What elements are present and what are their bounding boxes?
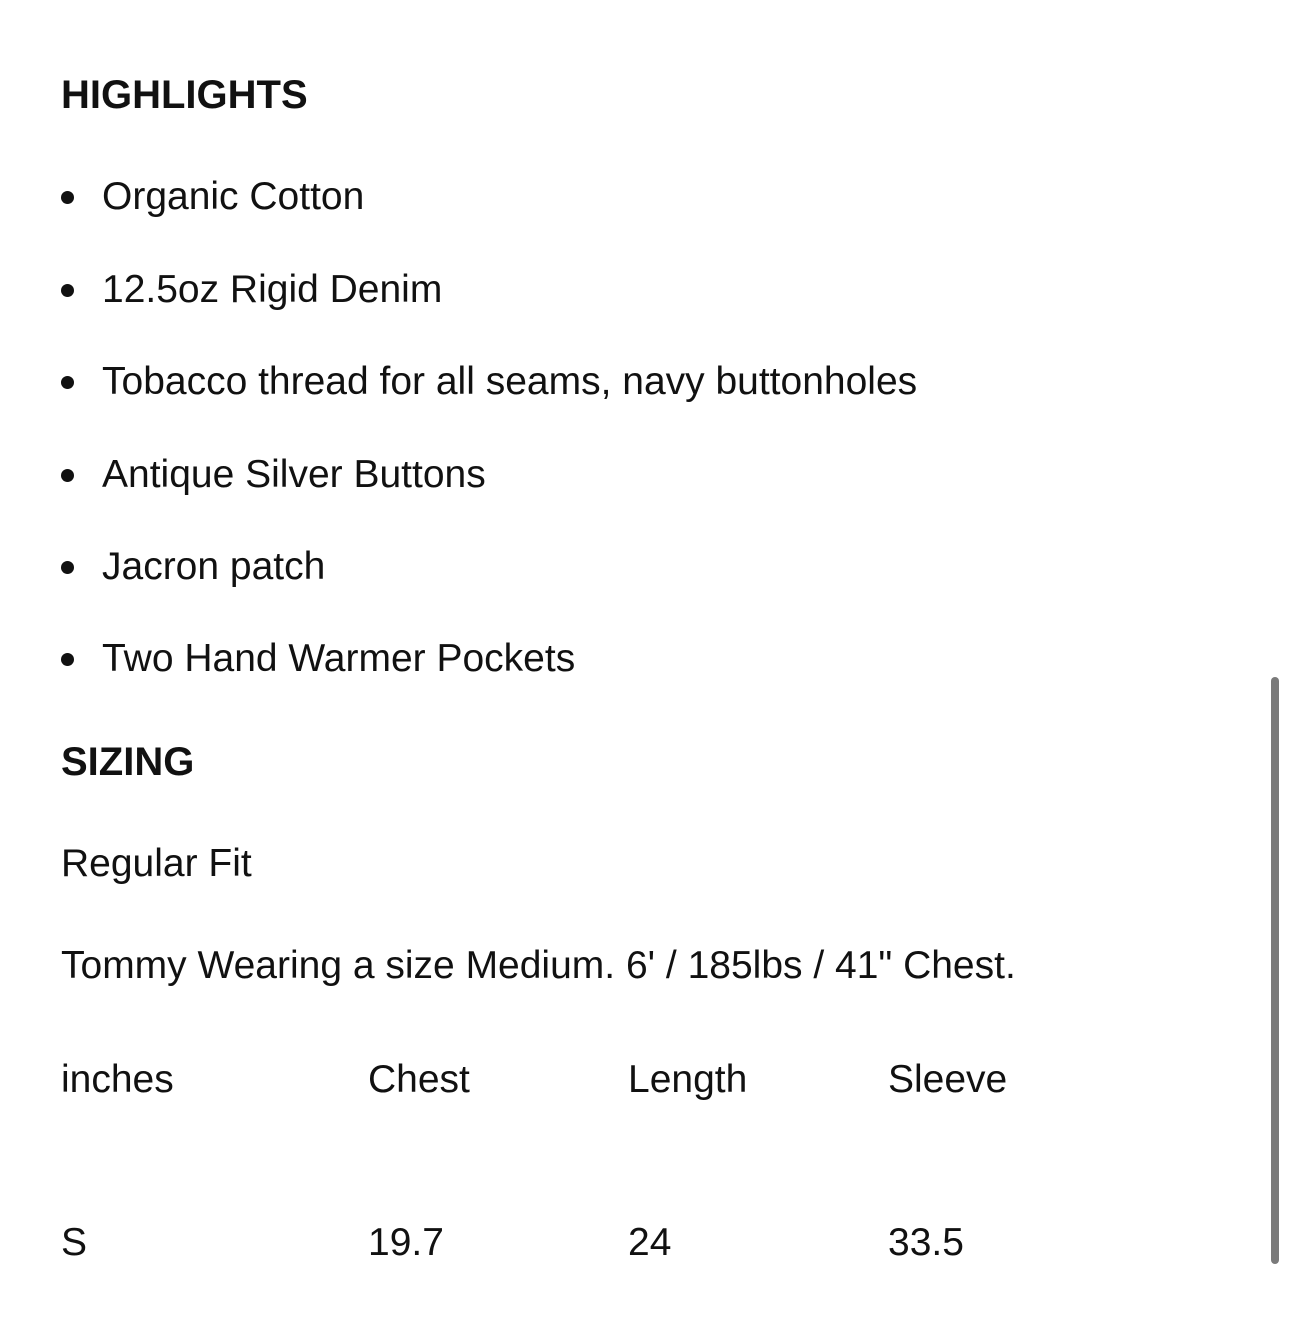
bullet-dot-icon [61, 561, 74, 574]
list-item-text: Organic Cotton [102, 175, 365, 218]
bullet-dot-icon [61, 653, 74, 666]
sizing-heading: SIZING [61, 740, 195, 784]
table-header-unit: inches [61, 1058, 174, 1101]
table-cell-sleeve: 33.5 [888, 1221, 964, 1264]
list-item-text: Tobacco thread for all seams, navy buttonholes [102, 360, 918, 403]
model-note: Tommy Wearing a size Medium. 6' / 185lbs / 41" Chest. [61, 944, 1016, 987]
table-header-chest: Chest [368, 1058, 470, 1101]
highlights-heading: HIGHLIGHTS [61, 73, 308, 117]
bullet-dot-icon [61, 376, 74, 389]
bullet-dot-icon [61, 191, 74, 204]
list-item-text: Two Hand Warmer Pockets [102, 637, 576, 680]
table-cell-chest: 19.7 [368, 1221, 444, 1264]
bullet-dot-icon [61, 469, 74, 482]
list-item-text: 12.5oz Rigid Denim [102, 268, 443, 311]
list-item-text: Antique Silver Buttons [102, 453, 486, 496]
table-cell-size: S [61, 1221, 88, 1264]
bullet-dot-icon [61, 284, 74, 297]
fit-description: Regular Fit [61, 842, 252, 885]
table-header-length: Length [628, 1058, 748, 1101]
table-header-sleeve: Sleeve [888, 1058, 1008, 1101]
table-cell-length: 24 [628, 1221, 672, 1264]
vertical-scrollbar[interactable] [1271, 677, 1279, 1264]
list-item-text: Jacron patch [102, 545, 326, 588]
